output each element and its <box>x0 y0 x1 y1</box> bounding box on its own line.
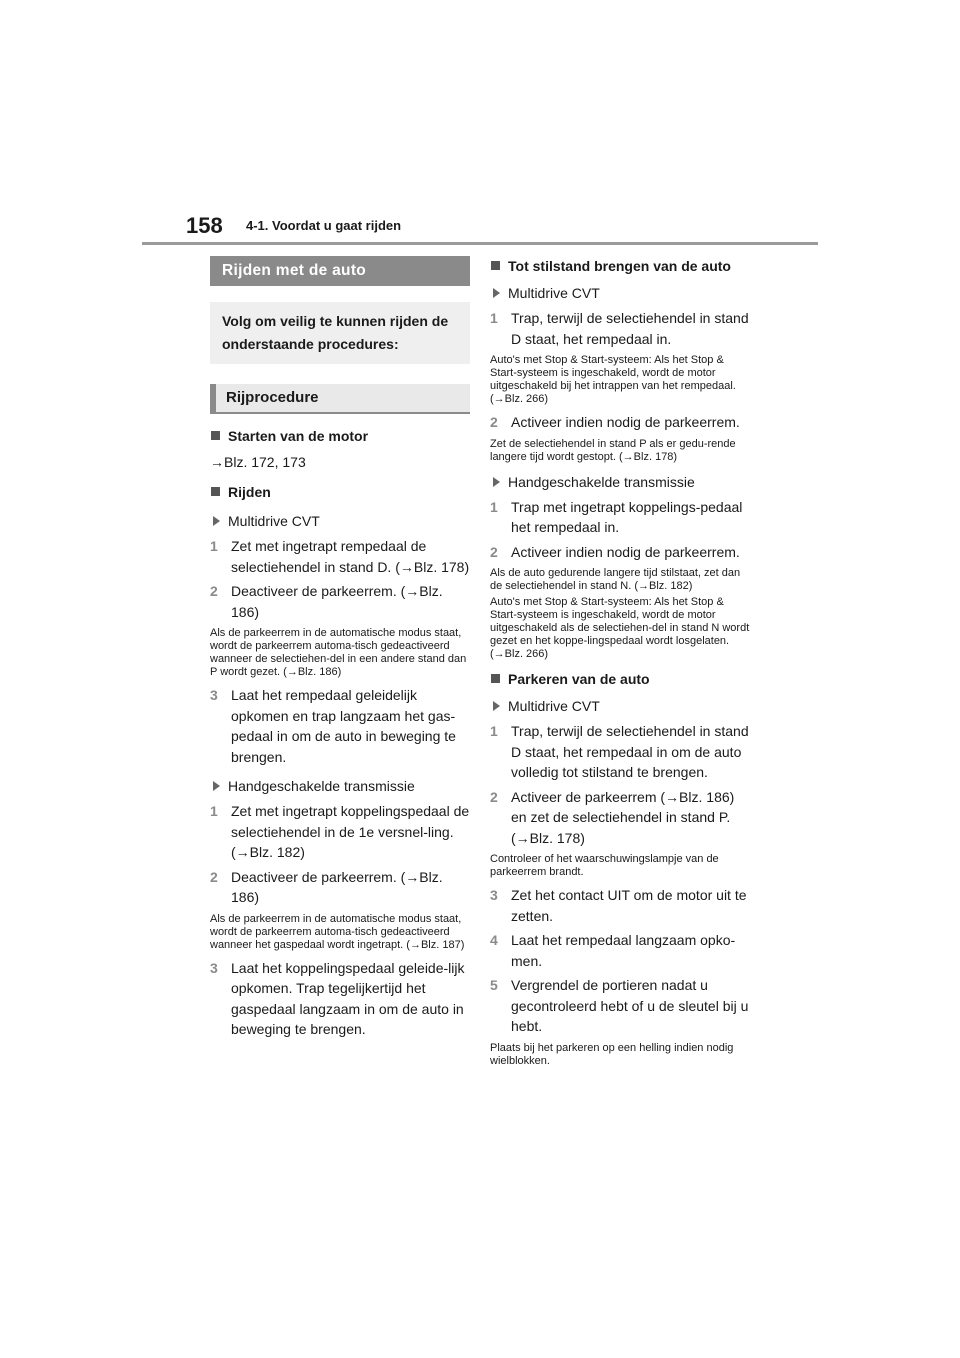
step-item: 2 Activeer indien nodig de parkeerrem. <box>490 414 740 430</box>
step-item: 2 Deactiveer de parkeerrem. (→Blz. 186) <box>210 868 443 905</box>
section-title: Rijden met de auto <box>210 256 470 286</box>
step-item: 2 Deactiveer de parkeerrem. (→Blz. 186) <box>210 583 443 620</box>
square-bullet-icon <box>491 261 500 270</box>
square-bullet-icon <box>491 674 500 683</box>
step-item: 5 Vergrendel de portieren nadat u gecontroleerd hebt of u de sleutel bij u hebt. <box>490 977 749 1034</box>
note-text: Auto's met Stop & Start-systeem: Als het Stop & Start-systeem is ingeschakeld, wordt de motor uitgeschakeld bij het intrappen van het rempedaal. (→Blz. 266) <box>490 354 736 405</box>
step-item: 1 Trap, terwijl de selectiehendel in stand D staat, het rempedaal in. <box>490 310 749 347</box>
label-manual: Handgeschakelde transmissie <box>490 472 752 493</box>
step-item: 2 Activeer indien nodig de parkeerrem. <box>490 543 740 560</box>
note-text: Plaats bij het parkeren op een helling indien nodig wielblokken. <box>490 1041 734 1067</box>
step-item: 1 Trap, terwijl de selectiehendel in stand D staat, het rempedaal in om de auto volledig tot stilstand te brengen. <box>490 723 749 780</box>
subsection-title: Rijprocedure <box>210 384 470 414</box>
note-text: Controleer of het waarschuwingslampje van de parkeerrem brandt. <box>490 853 719 878</box>
step-item: 3 Laat het koppelingspedaal geleide-lijk opkomen. Trap tegelijkertijd het gaspedaal langzaam in om de auto in beweging te brengen. <box>210 959 465 1037</box>
label-cvt: Multidrive CVT <box>490 283 752 304</box>
step-item: 3 Zet het contact UIT om de motor uit te zetten. <box>490 887 747 924</box>
start-reference: →Blz. 172, 173 <box>210 454 306 470</box>
step-item: 1 Trap met ingetrapt koppelings-pedaal het rempedaal in. <box>490 498 743 535</box>
triangle-bullet-icon <box>213 781 220 791</box>
right-column <box>490 256 752 1068</box>
note-text: Als de auto gedurende langere tijd stilstaat, zet dan de selectiehendel in stand N. (→Blz. 182) <box>490 567 741 592</box>
note-text: Zet de selectiehendel in stand P als er gedu-rende langere tijd wordt gestopt. (→Blz. 178) <box>490 437 736 463</box>
heading-driving: Rijden <box>210 482 470 502</box>
step-item: 1 Zet met ingetrapt koppelingspedaal de selectiehendel in de 1e versnel-ling. (→Blz. 182) <box>210 803 470 860</box>
label-cvt: Multidrive CVT <box>210 511 470 532</box>
triangle-bullet-icon <box>493 288 500 298</box>
label-cvt: Multidrive CVT <box>490 696 752 717</box>
note-text: Als de parkeerrem in de automatische modus staat, wordt de parkeerrem automa-tisch gedeactiveerd wanneer de selectiehen-del in een andere stand dan P wordt gezet. (→Blz. 186) <box>210 627 467 678</box>
step-item: 4 Laat het rempedaal langzaam opko-men. <box>490 932 736 969</box>
label-manual: Handgeschakelde transmissie <box>210 776 470 797</box>
note-text: Als de parkeerrem in de automatische modus staat, wordt de parkeerrem automa-tisch gedeactiveerd wanneer het gaspedaal wordt ingetrapt. (→Blz. 187) <box>210 912 465 951</box>
heading-start-engine: Starten van de motor <box>210 426 470 446</box>
header-rule <box>142 242 818 245</box>
triangle-bullet-icon <box>493 477 500 487</box>
page-number: 158 <box>186 213 223 238</box>
note-text: Auto's met Stop & Start-systeem: Als het Stop & Start-systeem is ingeschakeld, wordt de motor uitgeschakeld als de selectiehen-del in stand N wordt gezet en het koppe-lingspedaal wordt losgelaten. (→Blz. 266) <box>490 596 750 660</box>
heading-stopping: Tot stilstand brengen van de auto <box>490 256 752 276</box>
step-item: 1 Zet met ingetrapt rempedaal de selectiehendel in stand D. (→Blz. 178) <box>210 538 470 575</box>
square-bullet-icon <box>211 431 220 440</box>
intro-box: Volg om veilig te kunnen rijden de onderstaande procedures: <box>210 302 470 364</box>
square-bullet-icon <box>211 487 220 496</box>
step-item: 3 Laat het rempedaal geleidelijk opkomen en trap langzaam het gas-pedaal in om de auto in beweging te brengen. <box>210 687 456 765</box>
section-label: 4-1. Voordat u gaat rijden <box>246 218 402 233</box>
left-column <box>210 256 470 1040</box>
triangle-bullet-icon <box>493 701 500 711</box>
triangle-bullet-icon <box>213 516 220 526</box>
step-item: 2 Activeer de parkeerrem (→Blz. 186) en zet de selectiehendel in stand P. (→Blz. 178) <box>490 788 735 846</box>
heading-parking: Parkeren van de auto <box>490 669 752 689</box>
